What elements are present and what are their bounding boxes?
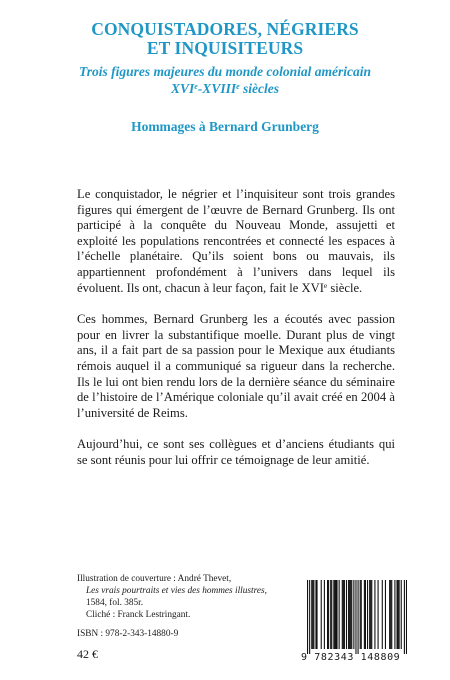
- price: 42 €: [77, 647, 98, 661]
- barcode-bar: [370, 580, 371, 649]
- paragraph-1: [77, 187, 395, 296]
- barcode-bar: [378, 580, 379, 649]
- subtitle-centuries-word: siècles: [239, 81, 280, 96]
- barcode-bar: [324, 580, 325, 649]
- barcode-bar: [313, 580, 314, 649]
- barcode-bar: [401, 580, 402, 649]
- barcode-bar: [406, 580, 407, 654]
- barcode-bar: [333, 580, 334, 649]
- barcode-bar: [331, 580, 332, 649]
- barcode-bar: [348, 580, 349, 649]
- title-line-1: CONQUISTADORES, NÉGRIERS: [91, 19, 359, 39]
- barcode-bar: [364, 580, 365, 649]
- credit-work-title-text: Les vrais pourtraits et vies des hommes illustres,: [86, 586, 267, 596]
- barcode-bar: [382, 580, 383, 649]
- barcode-bar: [394, 580, 395, 649]
- subtitle-line-2: [0, 80, 450, 97]
- credit-folio: 1584, fol. 385r.: [86, 598, 144, 608]
- barcode-bar: [355, 580, 356, 654]
- barcode-bar: [361, 580, 362, 649]
- barcode-bar: [316, 580, 317, 649]
- barcode-bar: [358, 580, 359, 654]
- isbn: ISBN : 978-2-343-14880-9: [77, 629, 179, 639]
- cover-credits: [77, 573, 267, 621]
- barcode-bar: [365, 580, 366, 649]
- barcode-bar: [385, 580, 386, 649]
- barcode-bar: [315, 580, 316, 649]
- barcode-bar: [404, 580, 405, 654]
- barcode-icon: [307, 580, 407, 654]
- subtitle-line-1: Trois figures majeures du monde colonial américain: [78, 64, 372, 79]
- barcode-bar: [389, 580, 390, 649]
- barcode-bar: [349, 580, 350, 649]
- barcode-bar: [327, 580, 328, 649]
- back-cover-text: [77, 187, 395, 485]
- barcode-bar: [351, 580, 352, 649]
- book-title: [0, 20, 450, 58]
- barcode-bar: [344, 580, 345, 649]
- subtitle-century-start: XVI: [170, 81, 195, 96]
- barcode-bar: [399, 580, 400, 649]
- credit-illustration: Illustration de couverture : André Thevet,: [77, 574, 232, 584]
- barcode-bar: [396, 580, 397, 649]
- paragraph-1-end: siècle.: [327, 280, 363, 295]
- barcode-bar: [335, 580, 336, 649]
- barcode-bar: [321, 580, 322, 649]
- barcode-bar: [369, 580, 370, 649]
- barcode-bar: [391, 580, 392, 649]
- barcode-bar: [367, 580, 368, 649]
- barcode-bar: [342, 580, 343, 649]
- title-line-2: ET INQUISITEURS: [146, 38, 304, 58]
- credit-work-title: [77, 585, 267, 597]
- barcode-bar: [398, 580, 399, 649]
- barcode-bar: [334, 580, 335, 649]
- barcode-bar: [330, 580, 331, 649]
- subtitle-sup-1: e: [194, 82, 198, 91]
- barcode-bar: [336, 580, 337, 649]
- barcode-bars: [307, 580, 407, 654]
- barcode-bar: [371, 580, 372, 649]
- subtitle-century-sep: -XVIII: [197, 81, 237, 96]
- barcode-bar: [350, 580, 351, 649]
- barcode-bar: [353, 580, 354, 649]
- barcode-bar: [312, 580, 313, 649]
- barcode-bar: [328, 580, 329, 649]
- barcode-bar: [309, 580, 310, 654]
- barcode-digits: 9 782343 148809: [301, 652, 401, 663]
- barcode-bar: [343, 580, 344, 649]
- paragraph-3: Aujourd’hui, ce sont ses collègues et d’anciens étudiants qui se sont réunis pour lui offrir ce témoignage de leur amitié.: [77, 437, 395, 467]
- subtitle-sup-2: e: [236, 82, 240, 91]
- paragraph-1-sup: e: [323, 280, 328, 290]
- credit-photo: Cliché : Franck Lestringant.: [86, 610, 191, 620]
- barcode-bar: [390, 580, 391, 649]
- paragraph-2: Ces hommes, Bernard Grunberg les a écoutés avec passion pour en livrer la substantifique moelle. Durant plus de vingt ans, il a fait part de sa passion pour le Mexique aux étudiants rémois auquel il a communiqué sa rigueur dans la recherche. Ils le lui ont bien rendu lors de la dernière séance du séminaire de l’histoire de l’Amérique coloniale qu’il avait créé en 2004 à l’université de Reims.: [77, 312, 395, 420]
- barcode-bar: [307, 580, 308, 654]
- paragraph-1-main: Le conquistador, le négrier et l’inquisiteur sont trois grandes figures qui émergent de l’œuvre de Bernard Grunberg. Ils ont participé à la conquête du Nouveau Monde, assujetti et exploité les populations rencontrées et connecté les espaces à l’échelle planétaire. Qu’ils soient bons ou mauvais, ils appartiennent profondément à l’univers dans lequel ils évoluent. Ils ont, chacun à leur façon, fait le XVI: [77, 187, 395, 295]
- barcode-bar: [346, 580, 347, 649]
- tribute-heading: Hommages à Bernard Grunberg: [131, 119, 319, 134]
- barcode-bar: [360, 580, 361, 649]
- barcode-bar: [374, 580, 375, 649]
- book-subtitle: [0, 63, 450, 97]
- barcode-bar: [339, 580, 340, 649]
- barcode-bar: [311, 580, 312, 649]
